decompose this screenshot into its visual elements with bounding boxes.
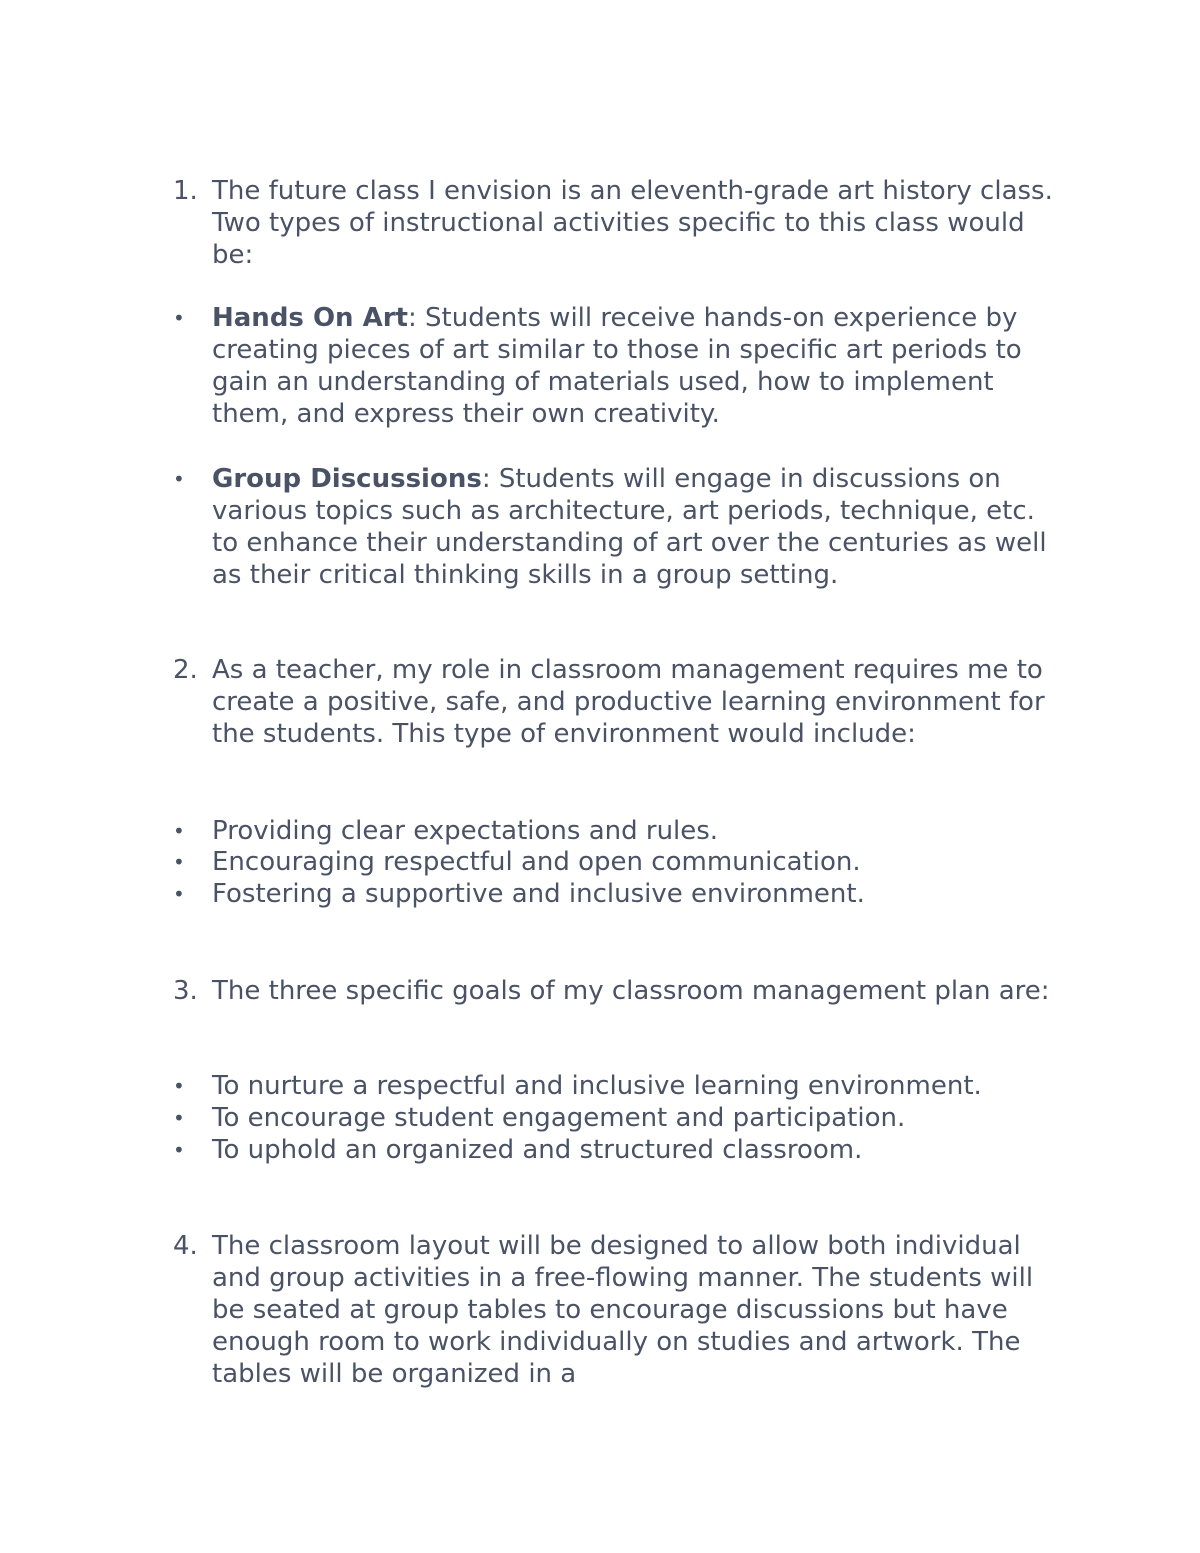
- bullet-text: To uphold an organized and structured classroom.: [212, 1135, 863, 1165]
- bullet-item: [173, 1102, 1073, 1134]
- bullet-group-discussions: [173, 463, 1073, 591]
- bullet-label: Hands On Art: [212, 303, 408, 333]
- list-item-1: [173, 175, 1073, 271]
- bullet-text: Providing clear expectations and rules.: [212, 816, 719, 846]
- item-text: The classroom layout will be designed to allow both individual and group activities in a free-flowing manner. The students will be seated at group tables to encourage discussions but have enough room to work individually on studies and artwork. The tables will be organized in a: [212, 1231, 1034, 1389]
- bullet-icon: •: [173, 882, 185, 906]
- bullet-text: Fostering a supportive and inclusive environment.: [212, 879, 865, 909]
- bullet-icon: •: [173, 850, 185, 874]
- item-text: As a teacher, my role in classroom management requires me to create a positive, safe, and productive learning environment for the students. This type of environment would include:: [212, 655, 1045, 749]
- bullet-icon: •: [173, 467, 185, 491]
- item-number: 2.: [173, 655, 198, 685]
- item-text: The future class I envision is an eleventh-grade art history class. Two types of instructional activities specific to this class would be:: [212, 176, 1053, 270]
- bullet-icon: •: [173, 1074, 185, 1098]
- item-text: The three specific goals of my classroom management plan are:: [212, 976, 1050, 1006]
- bullet-hands-on-art: [173, 302, 1073, 430]
- bullet-label: Group Discussions: [212, 464, 482, 494]
- list-item-4: [173, 1230, 1073, 1390]
- bullet-icon: •: [173, 819, 185, 843]
- bullet-item: [173, 815, 1073, 847]
- bullet-text: : Students will engage in discussions on various topics such as architecture, art periods, technique, etc. to enhance their understanding of art over the centuries as well as their critical thinking skills in a group setting.: [212, 464, 1047, 590]
- bullet-text: Encouraging respectful and open communication.: [212, 847, 861, 877]
- bullet-icon: •: [173, 1138, 185, 1162]
- item-number: 1.: [173, 176, 198, 206]
- bullet-item: [173, 878, 1073, 910]
- bullet-text: : Students will receive hands-on experience by creating pieces of art similar to those in specific art periods to gain an understanding of materials used, how to implement them, and express their own creativity.: [212, 303, 1022, 429]
- list-item-2: [173, 654, 1073, 750]
- bullet-item: [173, 846, 1073, 878]
- bullet-item: [173, 1070, 1073, 1102]
- bullet-item: [173, 1134, 1073, 1166]
- bullet-icon: •: [173, 306, 185, 330]
- bullet-text: To encourage student engagement and participation.: [212, 1103, 906, 1133]
- bullet-text: To nurture a respectful and inclusive learning environment.: [212, 1071, 982, 1101]
- item-number: 4.: [173, 1231, 198, 1261]
- bullet-icon: •: [173, 1106, 185, 1130]
- item-number: 3.: [173, 976, 198, 1006]
- list-item-3: [173, 975, 1073, 1007]
